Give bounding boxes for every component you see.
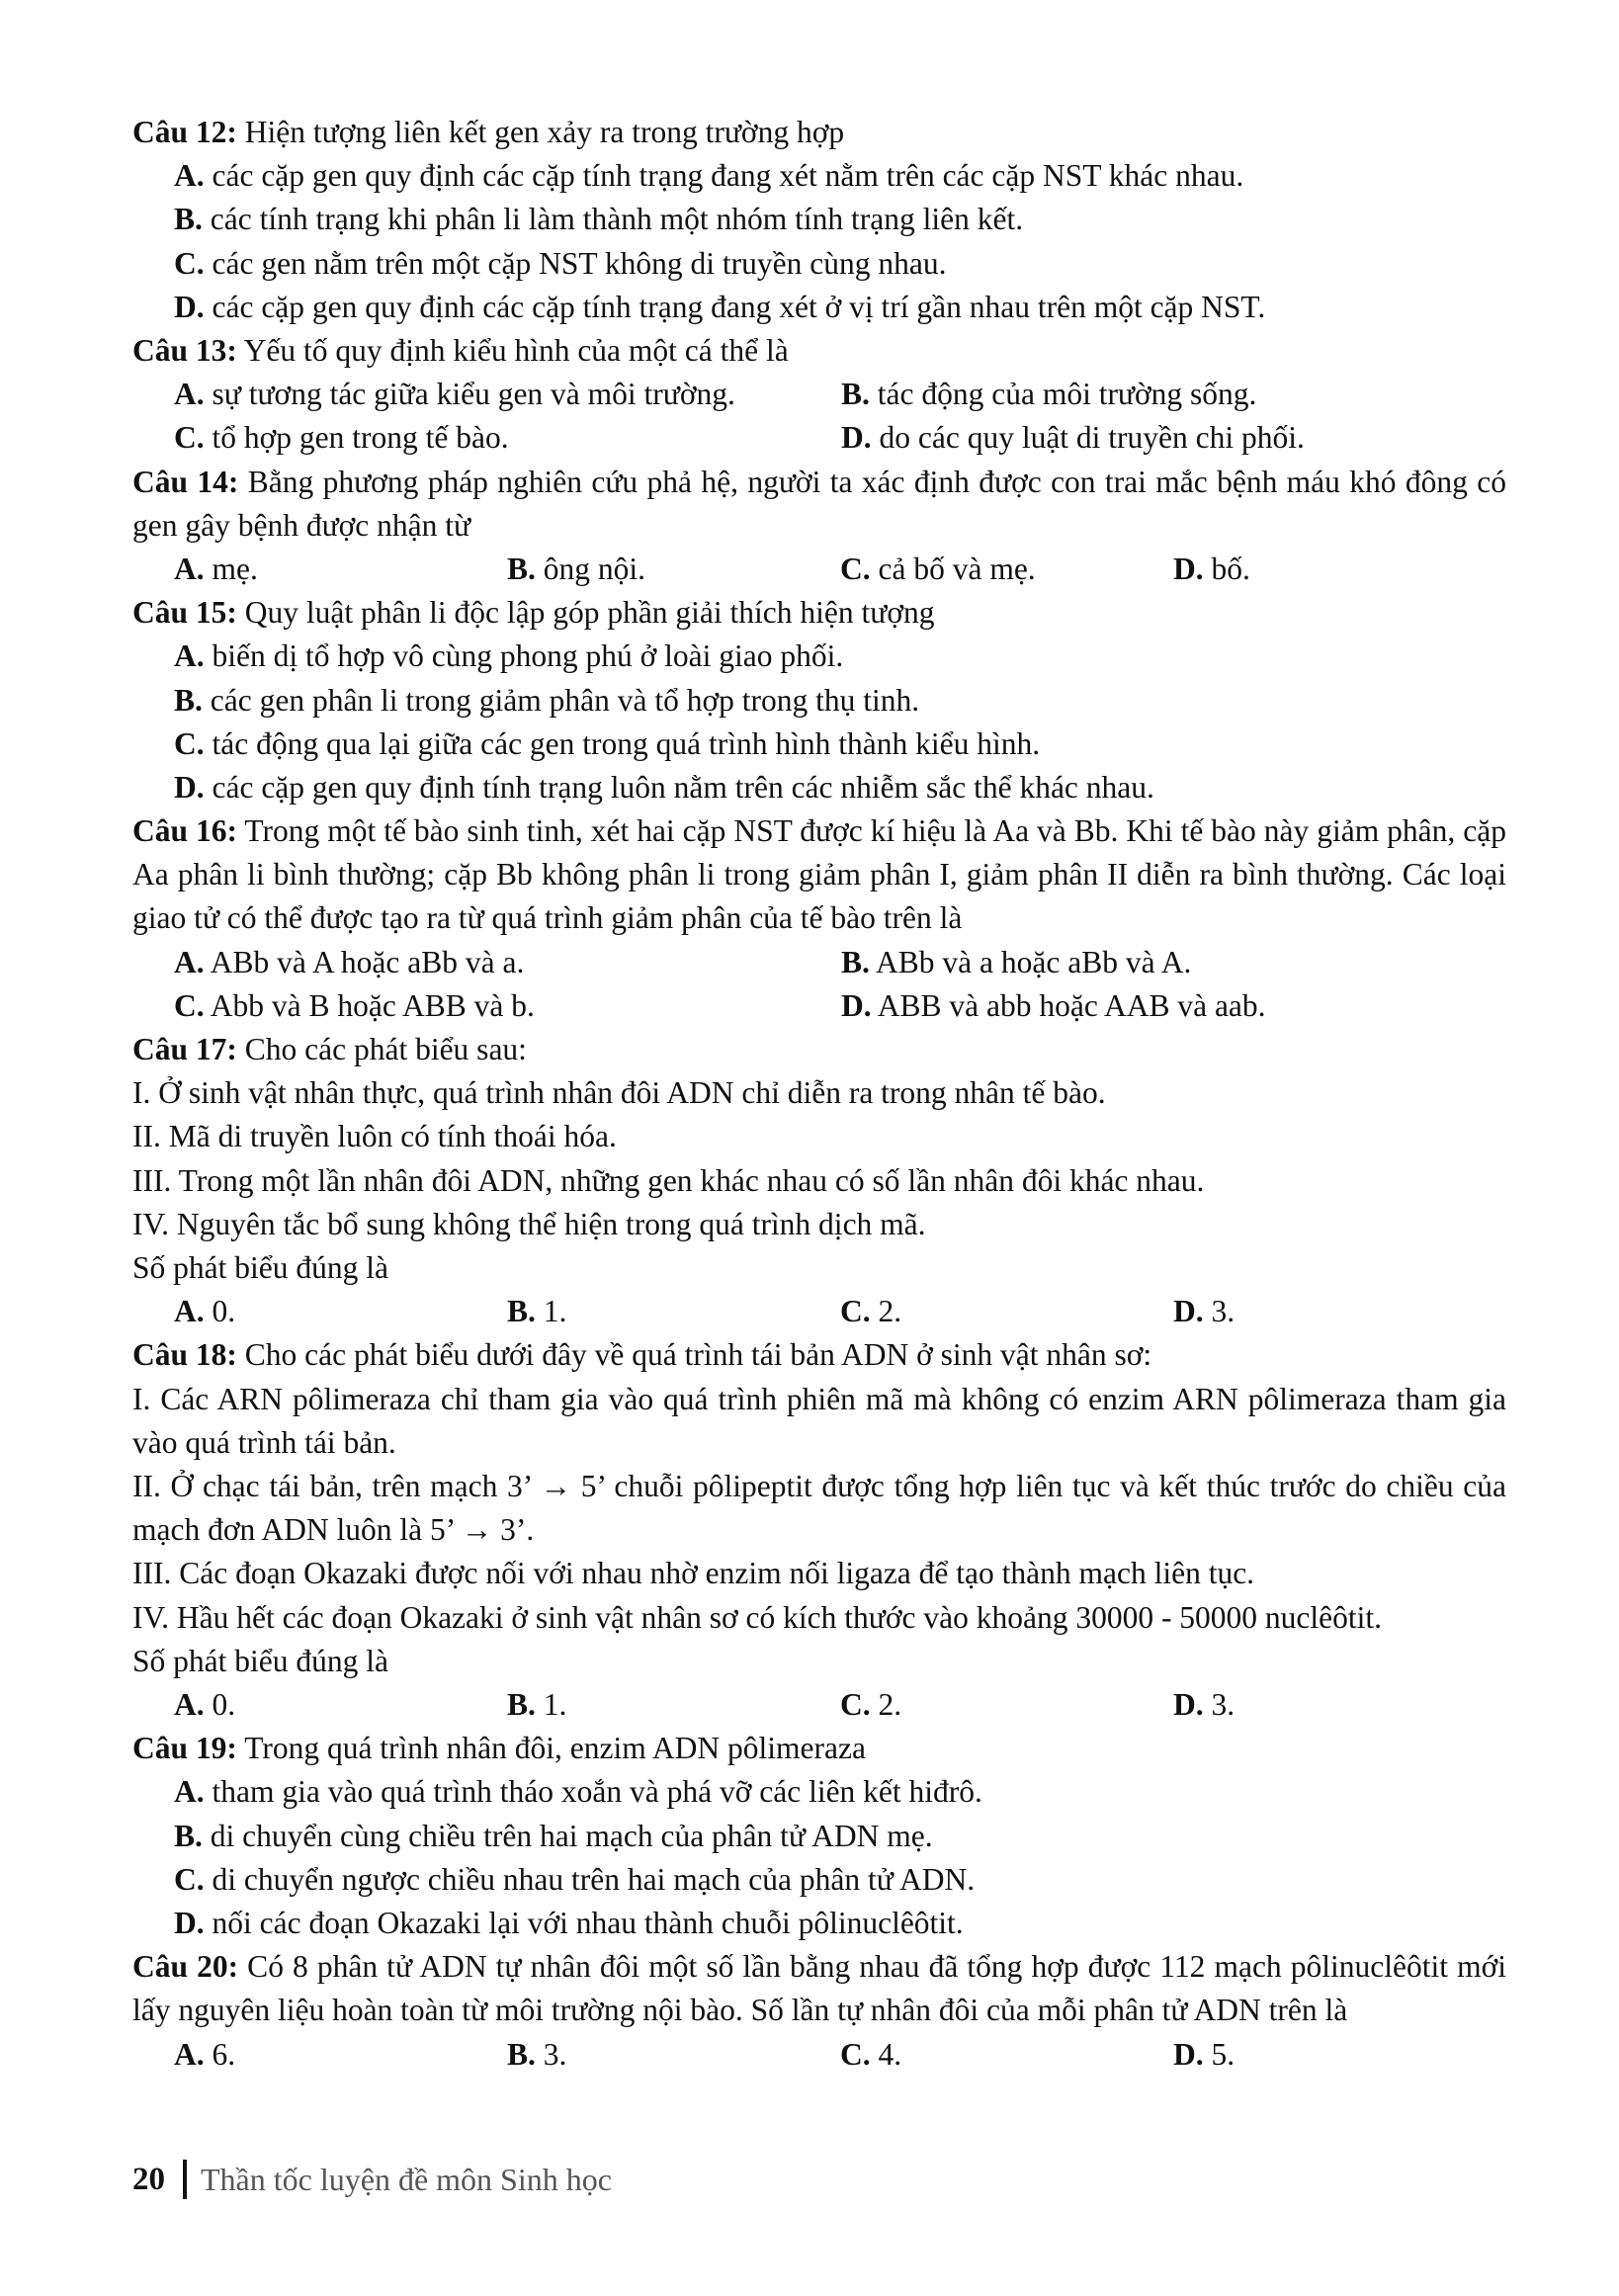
option-row [132, 1902, 1506, 1945]
option-letter: B. [174, 202, 203, 237]
question-label: Câu 15: [132, 595, 237, 631]
option-row [132, 154, 1506, 198]
book-title: Thần tốc luyện đề môn Sinh học [201, 2161, 612, 2197]
option-text: các tính trạng khi phân li làm thành một nhóm tính trạng liên kết. [202, 202, 1024, 237]
question-label: Câu 18: [132, 1337, 237, 1373]
option-row [132, 941, 1506, 984]
option-text: ABb và A hoặc aBb và a. [204, 944, 525, 979]
statement: I. Các ARN pôlimeraza chỉ tham gia vào quá trình phiên mã mà không có enzim ARN pôlimeraza tham gia vào quá trình tái bản. [132, 1381, 1506, 1460]
option-text: 3. [1203, 1687, 1236, 1723]
option-row [132, 984, 1506, 1028]
answer-option [841, 941, 1191, 984]
question-prompt: Số phát biểu đúng là [132, 1643, 388, 1678]
question-text: Cho các phát biểu sau: [236, 1032, 527, 1067]
option-letter: B. [841, 944, 870, 979]
option-letter: D. [174, 1906, 205, 1941]
footer-divider [183, 2160, 187, 2199]
option-letter: B. [507, 1687, 536, 1723]
answer-option [840, 548, 1173, 591]
answer-option [1173, 548, 1506, 591]
option-text: cả bố và mẹ. [870, 551, 1036, 586]
answer-option [174, 1774, 982, 1809]
question-text: Có 8 phân tử ADN tự nhân đôi một số lần bằng nhau đã tổng hợp được 112 mạch pôlinuclêôtit mới lấy nguyên liệu hoàn toàn từ môi trường nội bào. Số lần tự nhân đôi của mỗi phân tử ADN trên là [132, 1949, 1506, 2028]
option-letter: C. [840, 1294, 871, 1329]
answer-option [174, 683, 919, 718]
statement: I. Ở sinh vật nhân thực, quá trình nhân đôi ADN chỉ diễn ra trong nhân tế bào. [132, 1075, 1106, 1111]
option-row [132, 1858, 1506, 1902]
question-stem [132, 111, 1506, 154]
option-letter: C. [840, 551, 871, 586]
option-letter: D. [174, 289, 205, 324]
answer-option [174, 984, 841, 1028]
answer-option [841, 984, 1266, 1028]
answer-option [174, 941, 841, 984]
question-stem [132, 1028, 1506, 1071]
option-text: 2. [870, 1294, 902, 1329]
question-label: Câu 20: [132, 1949, 239, 1985]
answer-option [174, 202, 1023, 236]
option-text: Abb và B hoặc ABB và b. [204, 987, 535, 1023]
option-letter: A. [174, 1687, 205, 1723]
answer-option [507, 1290, 840, 1333]
option-text: tác động qua lại giữa các gen trong quá trình hình thành kiểu hình. [204, 725, 1041, 761]
option-text: ông nội. [535, 551, 646, 586]
answer-option [174, 638, 843, 673]
option-letter: A. [174, 377, 205, 412]
option-text: 3. [535, 2036, 567, 2072]
option-row [132, 766, 1506, 809]
option-row [132, 416, 1506, 460]
option-letter: D. [174, 769, 205, 805]
answer-option [841, 373, 1256, 416]
option-row [132, 1770, 1506, 1814]
answer-option [174, 726, 1040, 761]
answer-option [507, 1683, 840, 1727]
option-row [132, 1290, 1506, 1333]
option-row [132, 198, 1506, 241]
option-text: 3. [1203, 1294, 1236, 1329]
option-text: 1. [535, 1687, 567, 1723]
answer-option [174, 1819, 933, 1853]
answer-option [840, 2033, 1173, 2077]
question-stem [132, 1945, 1506, 2032]
question-stem [132, 591, 1506, 635]
question-text: Bằng phương pháp nghiên cứu phả hệ, người ta xác định được con trai mắc bệnh máu khó đông có gen gây bệnh được nhận từ [132, 464, 1506, 543]
option-letter: C. [840, 1687, 871, 1723]
option-letter: C. [174, 987, 205, 1023]
question-label: Câu 14: [132, 464, 239, 499]
option-letter: D. [1173, 551, 1204, 586]
answer-option [174, 2033, 507, 2077]
option-row [132, 373, 1506, 416]
option-text: biến dị tổ hợp vô cùng phong phú ở loài giao phối. [204, 638, 844, 674]
option-text: di chuyển cùng chiều trên hai mạch của phân tử ADN mẹ. [202, 1818, 933, 1853]
question-text: Yếu tố quy định kiểu hình của một cá thể là [236, 332, 789, 368]
option-text: 4. [870, 2036, 902, 2072]
option-text: các cặp gen quy định các cặp tính trạng đang xét ở vị trí gần nhau trên một cặp NST. [204, 289, 1266, 324]
option-text: bố. [1203, 551, 1250, 586]
question-text: Quy luật phân li độc lập góp phần giải thích hiện tượng [236, 595, 935, 631]
option-row [132, 635, 1506, 678]
option-letter: A. [174, 638, 205, 674]
option-letter: A. [174, 1294, 205, 1329]
option-letter: D. [841, 987, 872, 1023]
option-letter: C. [174, 245, 205, 281]
option-letter: C. [840, 2036, 871, 2072]
option-letter: B. [507, 1294, 536, 1329]
answer-option [174, 1683, 507, 1727]
question-stem [132, 461, 1506, 548]
option-row [132, 242, 1506, 286]
question-label: Câu 19: [132, 1731, 237, 1766]
answer-option [174, 373, 841, 416]
option-letter: A. [174, 158, 205, 194]
question-text: Trong quá trình nhân đôi, enzim ADN pôlimeraza [236, 1731, 866, 1766]
answer-option [174, 158, 1243, 193]
option-text: 6. [204, 2036, 236, 2072]
answer-option [1173, 2033, 1506, 2077]
answer-option [174, 1862, 975, 1897]
option-letter: A. [174, 944, 205, 979]
option-letter: A. [174, 1774, 205, 1810]
option-letter: D. [1173, 2036, 1204, 2072]
option-letter: D. [841, 420, 872, 456]
option-text: 5. [1203, 2036, 1236, 2072]
option-row [132, 2033, 1506, 2077]
page-footer [132, 2160, 612, 2199]
option-row [132, 286, 1506, 329]
option-text: 1. [535, 1294, 567, 1329]
option-letter: B. [507, 2036, 536, 2072]
option-text: 2. [870, 1687, 902, 1723]
page-number: 20 [132, 2161, 165, 2197]
option-text: ABB và abb hoặc AAB và aab. [871, 987, 1266, 1023]
question-text: Hiện tượng liên kết gen xảy ra trong trường hợp [236, 115, 845, 149]
option-text: sự tương tác giữa kiểu gen và môi trường. [204, 377, 735, 412]
option-text: 0. [204, 1294, 236, 1329]
option-letter: A. [174, 2036, 205, 2072]
exam-page [132, 111, 1506, 2077]
option-row [132, 723, 1506, 766]
answer-option [507, 2033, 840, 2077]
question-stem [132, 1333, 1506, 1377]
question-text: Cho các phát biểu dưới đây về quá trình tái bản ADN ở sinh vật nhân sơ: [236, 1337, 1152, 1373]
answer-option [174, 770, 1154, 805]
option-letter: A. [174, 551, 205, 586]
option-row [132, 548, 1506, 591]
option-text: do các quy luật di truyền chi phối. [871, 420, 1305, 456]
question-stem [132, 1727, 1506, 1770]
option-letter: D. [1173, 1294, 1204, 1329]
answer-option [174, 246, 946, 281]
answer-option [1173, 1290, 1506, 1333]
statement: III. Các đoạn Okazaki được nối với nhau nhờ enzim nối ligaza để tạo thành mạch liên tục. [132, 1556, 1255, 1591]
option-text: tham gia vào quá trình tháo xoắn và phá vỡ các liên kết hiđrô. [204, 1774, 982, 1810]
question-label: Câu 12: [132, 115, 237, 149]
option-text: mẹ. [204, 551, 258, 586]
option-row [132, 1683, 1506, 1727]
answer-option [840, 1683, 1173, 1727]
option-text: nối các đoạn Okazaki lại với nhau thành chuỗi pôlinuclêôtit. [204, 1906, 964, 1941]
option-row [132, 1815, 1506, 1858]
answer-option [840, 1290, 1173, 1333]
option-letter: C. [174, 420, 205, 456]
option-letter: C. [174, 725, 205, 761]
option-letter: D. [1173, 1687, 1204, 1723]
option-text: các gen phân li trong giảm phân và tổ hợp trong thụ tinh. [202, 682, 920, 718]
option-text: tác động của môi trường sống. [869, 377, 1257, 412]
option-letter: C. [174, 1861, 205, 1897]
statement: III. Trong một lần nhân đôi ADN, những gen khác nhau có số lần nhân đôi khác nhau. [132, 1162, 1205, 1198]
option-text: các cặp gen quy định các cặp tính trạng đang xét nằm trên các cặp NST khác nhau. [204, 158, 1244, 194]
statement: II. Ở chạc tái bản, trên mạch 3’ → 5’ chuỗi pôlipeptit được tổng hợp liên tục và kết thúc trước do chiều của mạch đơn ADN luôn là 5’ → 3’. [132, 1469, 1506, 1548]
statement: IV. Hầu hết các đoạn Okazaki ở sinh vật nhân sơ có kích thước vào khoảng 30000 - 50000 nuclêôtit. [132, 1599, 1383, 1635]
option-text: ABb và a hoặc aBb và A. [869, 944, 1192, 979]
statement: II. Mã di truyền luôn có tính thoái hóa. [132, 1119, 617, 1154]
statement: IV. Nguyên tắc bổ sung không thể hiện trong quá trình dịch mã. [132, 1206, 926, 1241]
option-text: các cặp gen quy định tính trạng luôn nằm trên các nhiễm sắc thể khác nhau. [204, 769, 1154, 805]
option-text: các gen nằm trên một cặp NST không di truyền cùng nhau. [204, 245, 947, 281]
answer-option [841, 416, 1305, 460]
option-text: 0. [204, 1687, 236, 1723]
question-label: Câu 13: [132, 332, 237, 368]
option-row [132, 679, 1506, 723]
option-letter: B. [174, 682, 203, 718]
question-text: Trong một tế bào sinh tinh, xét hai cặp NST được kí hiệu là Aa và Bb. Khi tế bào này giảm phân, cặp Aa phân li bình thường; cặp Bb không phân li trong giảm phân I, giảm phân II diễn ra bình thường. Các loại giao tử có thể được tạo ra từ quá trình giảm phân của tế bào trên là [132, 813, 1506, 936]
option-letter: B. [841, 377, 870, 412]
option-letter: B. [174, 1818, 203, 1853]
question-stem [132, 809, 1506, 941]
question-stem [132, 329, 1506, 373]
option-letter: B. [507, 551, 536, 586]
option-text: di chuyển ngược chiều nhau trên hai mạch của phân tử ADN. [204, 1861, 976, 1897]
answer-option [174, 548, 507, 591]
question-label: Câu 17: [132, 1032, 237, 1067]
question-prompt: Số phát biểu đúng là [132, 1250, 388, 1286]
answer-option [174, 416, 841, 460]
answer-option [507, 548, 840, 591]
option-text: tổ hợp gen trong tế bào. [204, 420, 509, 456]
answer-option [174, 1906, 964, 1940]
answer-option [174, 290, 1265, 324]
answer-option [1173, 1683, 1506, 1727]
question-label: Câu 16: [132, 813, 237, 849]
answer-option [174, 1290, 507, 1333]
